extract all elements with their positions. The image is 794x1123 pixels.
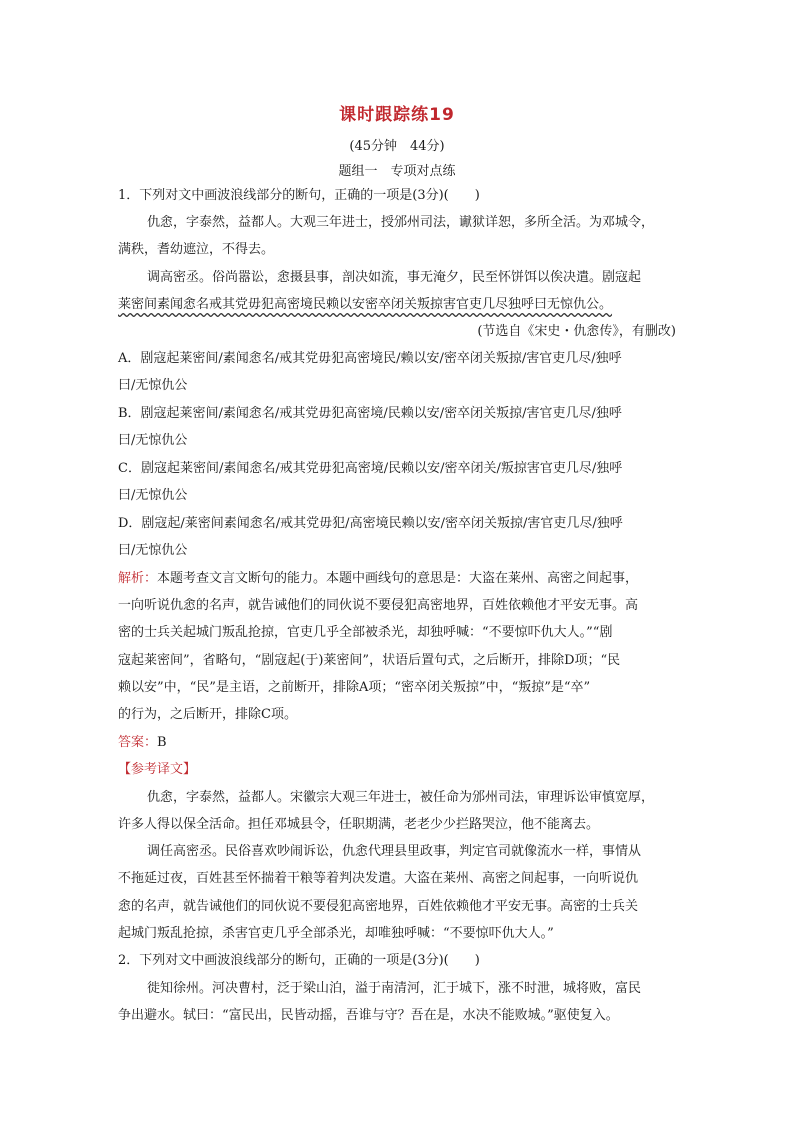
analysis-line: 寇起莱密间”，省略句，“剧寇起(于)莱密间”，状语后置句式，之后断开，排除D项；“民	[118, 653, 621, 668]
analysis-text: 本题考查文言文断句的能力。本题中画线句的意思是：大盗在莱州、高密之间起事，	[157, 571, 639, 586]
analysis-label: 解析：	[118, 571, 158, 586]
option-d-line2: 曰/无惊仇公	[118, 543, 188, 558]
q2-passage-line: 争出避水。轼曰：“富民出，民皆动摇，吾谁与守？吾在是，水决不能败城。”驱使复入。	[118, 1008, 619, 1023]
answer-line	[118, 733, 678, 753]
option-b-line1: B．剧寇起莱密间/素闻悆名/戒其党毋犯高密境/民赖以安/密卒闭关叛掠/害官吏几尽/独呼	[118, 406, 622, 421]
page-title: 课时跟踪练19	[339, 105, 455, 125]
option-c-line1: C．剧寇起莱密间/素闻悆名/戒其党毋犯高密境/民赖以安/密卒闭关/叛掠害官吏几尽/独呼	[118, 461, 623, 476]
translation-line: 调任高密丞。民俗喜欢吵闹诉讼，仇悆代理县里政事，判定官司就像流水一样，事情从	[147, 844, 642, 859]
analysis-line: 一向听说仇悆的名声，就告诫他们的同伙说不要侵犯高密地界，百姓依赖他才平安无事。高	[118, 598, 639, 613]
option-c-line2: 曰/无惊仇公	[118, 488, 188, 503]
time-score: (45分钟 44分)	[349, 139, 445, 154]
translation-line: 悆的名声，就告诫他们的同伙说不要侵犯高密地界，百姓依赖他才平安无事。高密的士兵关	[118, 899, 639, 914]
option-b-line2: 曰/无惊仇公	[118, 433, 188, 448]
answer-value: B	[157, 735, 167, 750]
option-d-line1: D．剧寇起/莱密间素闻悆名/戒其党毋犯/高密境民赖以安/密卒闭关叛掠/害官吏几尽/独呼	[118, 516, 623, 531]
translation-label: 【参考译文】	[118, 762, 197, 777]
translation-line: 仇悆，字泰然，益都人。宋徽宗大观三年进士，被任命为邠州司法，审理诉讼审慎宽厚，	[147, 790, 655, 805]
answer-label: 答案：	[118, 735, 158, 750]
question-1-stem: 1．下列对文中画波浪线部分的断句，正确的一项是(3分)( )	[118, 188, 480, 203]
translation-line: 起城门叛乱抢掠，杀害官吏几乎全部杀光，却唯独呼喊：“不要惊吓仇大人。”	[118, 926, 554, 941]
translation-line: 不拖延过夜，百姓甚至怀揣着干粮等着判决发遣。大盗在莱州、高密之间起事，一向听说仇	[118, 871, 639, 886]
option-a-line2: 曰/无惊仇公	[118, 378, 188, 393]
q1-passage-line: 满秩，耆幼遮泣，不得去。	[118, 242, 275, 257]
analysis-line: 赖以安”中，“民”是主语，之前断开，排除A项；“密卒闭关叛掠”中，“叛掠”是“卒”	[118, 680, 591, 695]
analysis-line: 密的士兵关起城门叛乱抢掠，官吏几乎全部被杀光，却独呼喊：“不要惊吓仇大人。”“剧	[118, 625, 613, 640]
q1-source: (节选自《宋史・仇悆传》，有删改)	[477, 324, 676, 339]
q2-passage-line: 徙知徐州。河决曹村，泛于梁山泊，溢于南清河，汇于城下，涨不时泄，城将败，富民	[147, 981, 642, 996]
q1-passage-line: 调高密丞。俗尚嚣讼，悆摄县事，剖决如流，事无淹夕，民至怀饼饵以俟决遣。剧寇起	[147, 270, 642, 285]
wavy-underlined-text: 莱密间素闻悆名戒其党毋犯高密境民赖以安密卒闭关叛掠害官吏几尽独呼曰无惊仇公。	[118, 297, 613, 312]
question-2-stem: 2．下列对文中画波浪线部分的断句，正确的一项是(3分)( )	[118, 953, 480, 968]
analysis-line: 的行为，之后断开，排除C项。	[118, 707, 297, 722]
option-a-line1: A．剧寇起莱密间/素闻悆名/戒其党毋犯高密境民/赖以安/密卒闭关叛掠/害官吏几尽/独呼	[118, 351, 622, 366]
group-heading: 题组一 专项对点练	[338, 164, 456, 179]
translation-line: 许多人得以保全活命。担任邓城县令，任职期满，老老少少拦路哭泣，他不能离去。	[118, 817, 600, 832]
q1-passage-line: 仇悆，字泰然，益都人。大观三年进士，授邠州司法，谳狱详恕，多所全活。为邓城令，	[147, 215, 655, 230]
q1-passage-wavy-line	[118, 295, 678, 315]
analysis-line	[118, 569, 678, 589]
